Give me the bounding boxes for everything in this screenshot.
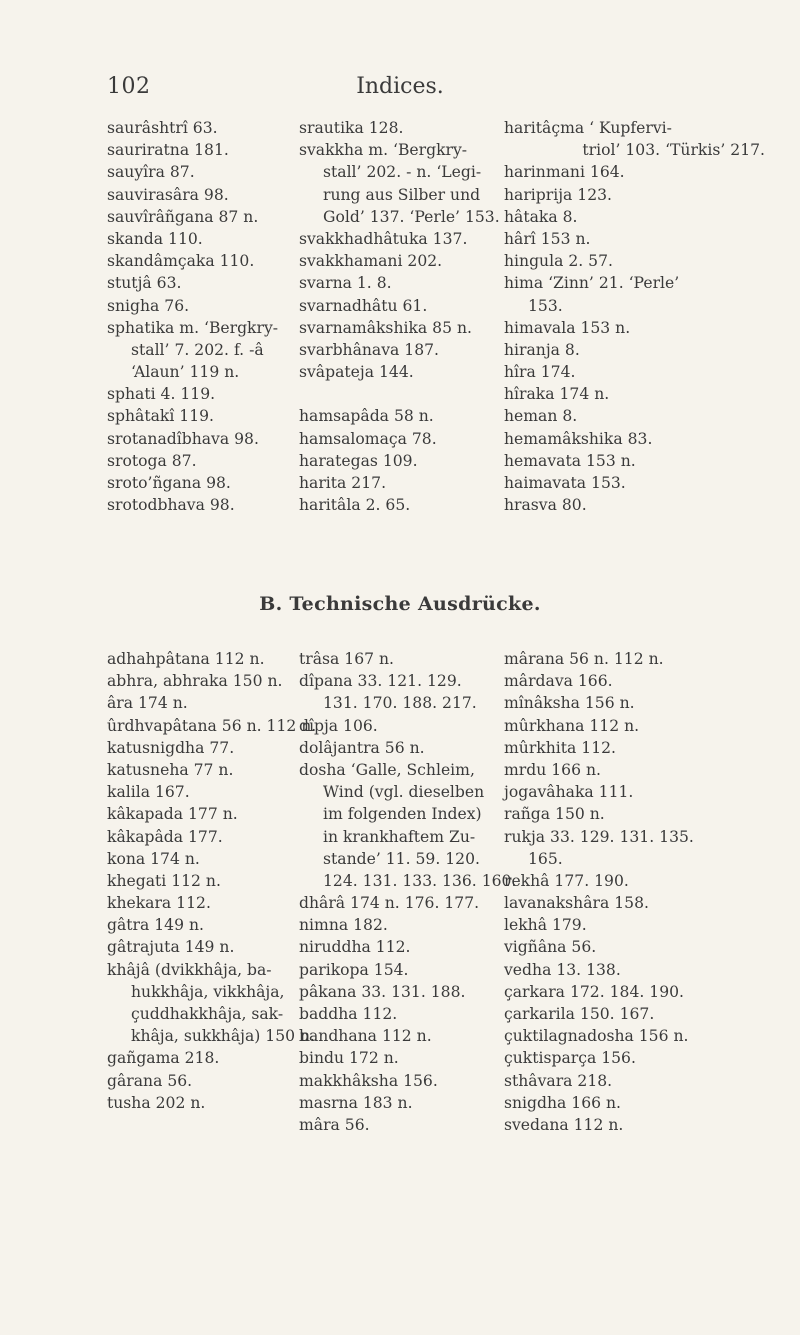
index-entry: vigñâna 56. bbox=[504, 938, 597, 957]
index-entry: hrasva 80. bbox=[504, 496, 587, 515]
index-entry: Gold’ 137. ‘Perle’ 153. bbox=[323, 207, 500, 226]
index-entry bbox=[299, 383, 504, 405]
index-entry: hârî 153 n. bbox=[504, 229, 591, 248]
index-entry: sauvirasâra 98. bbox=[107, 185, 229, 204]
index-entry: sauriratna 181. bbox=[107, 141, 229, 160]
index-entry: mâra 56. bbox=[299, 1115, 370, 1134]
index-entry: hima ‘Zinn’ 21. ‘Perle’ bbox=[504, 274, 680, 293]
index-entry: srotodbhava 98. bbox=[107, 496, 235, 515]
index-entry: hukkhâja, vikkhâja, bbox=[131, 982, 285, 1001]
index-entry: 165. bbox=[528, 849, 563, 868]
index-entry: mînâksha 156 n. bbox=[504, 694, 635, 713]
index-entry: sauvîrâñgana 87 n. bbox=[107, 207, 259, 226]
index-entry: mârana 56 n. 112 n. bbox=[504, 650, 664, 668]
index-entry: skanda 110. bbox=[107, 229, 203, 248]
section-title: B. Technische Ausdrücke. bbox=[259, 593, 541, 615]
index-entry: vedha 13. 138. bbox=[504, 960, 621, 979]
index-entry: çuktisparça 156. bbox=[504, 1049, 636, 1068]
index-entry: svâpateja 144. bbox=[299, 363, 414, 382]
index-entry: saurâshtrî 63. bbox=[107, 119, 218, 137]
index-entry: srotanadîbhava 98. bbox=[107, 429, 259, 448]
index-entry: 124. 131. 133. 136. 160. bbox=[323, 871, 517, 890]
index-column-3 bbox=[504, 648, 767, 1136]
index-section-b bbox=[107, 648, 767, 1136]
index-entry: katusnigdha 77. bbox=[107, 738, 235, 757]
index-entry: hâtaka 8. bbox=[504, 207, 578, 226]
index-entry: khâja, sukkhâja) 150 n. bbox=[131, 1027, 316, 1046]
index-column-2 bbox=[299, 648, 517, 1136]
index-entry: harinmani 164. bbox=[504, 163, 625, 182]
index-entry: jogavâhaka 111. bbox=[504, 783, 634, 802]
index-entry: svarna 1. 8. bbox=[299, 274, 392, 293]
index-entry: sphati 4. 119. bbox=[107, 385, 216, 404]
index-entry: gâtrajuta 149 n. bbox=[107, 938, 235, 957]
index-entry: stall’ 202. - n. ‘Legi- bbox=[323, 163, 482, 182]
index-entry: baddha 112. bbox=[299, 1005, 398, 1023]
index-entry: bindu 172 n. bbox=[299, 1049, 399, 1068]
index-entry: pâkana 33. 131. 188. bbox=[299, 982, 466, 1001]
index-entry: masrna 183 n. bbox=[299, 1093, 413, 1112]
index-entry: mûrkhana 112 n. bbox=[504, 716, 640, 735]
index-entry: harita 217. bbox=[299, 474, 387, 492]
index-entry: stall’ 7. 202. f. -â bbox=[131, 340, 264, 359]
index-entry: khekara 112. bbox=[107, 894, 211, 913]
index-entry: himavala 153 n. bbox=[504, 318, 631, 337]
index-entry: 131. 170. 188. 217. bbox=[323, 694, 477, 713]
index-entry: svedana 112 n. bbox=[504, 1115, 624, 1134]
index-entry: hamsalomaça 78. bbox=[299, 429, 437, 448]
index-entry: çarkara 172. 184. 190. bbox=[504, 982, 685, 1001]
index-entry: 153. bbox=[528, 296, 563, 315]
index-entry: kâkapada 177 n. bbox=[107, 805, 238, 824]
index-entry: heman 8. bbox=[504, 407, 578, 426]
index-entry: in krankhaftem Zu- bbox=[323, 827, 476, 846]
index-entry: im folgenden Index) bbox=[323, 805, 482, 824]
index-entry: hiranja 8. bbox=[504, 340, 580, 359]
page-header bbox=[0, 74, 800, 104]
index-entry: mârdava 166. bbox=[504, 672, 613, 691]
index-entry: niruddha 112. bbox=[299, 938, 411, 957]
index-column-2 bbox=[299, 117, 504, 516]
index-entry: hariprija 123. bbox=[504, 185, 613, 204]
index-entry: çuddhakkhâja, sak- bbox=[131, 1005, 284, 1023]
index-entry: kalila 167. bbox=[107, 783, 190, 802]
index-entry: stande’ 11. 59. 120. bbox=[323, 849, 480, 868]
index-entry: rekhâ 177. 190. bbox=[504, 871, 629, 890]
index-entry: hemamâkshika 83. bbox=[504, 429, 653, 448]
index-entry: tusha 202 n. bbox=[107, 1093, 206, 1112]
index-entry: çarkarila 150. 167. bbox=[504, 1005, 655, 1023]
index-entry: rung aus Silber und bbox=[323, 185, 481, 204]
index-entry: hemavata 153 n. bbox=[504, 451, 636, 470]
index-entry: dhârâ 174 n. 176. 177. bbox=[299, 894, 480, 913]
index-entry: sroto’ñgana 98. bbox=[107, 474, 231, 492]
index-entry: mûrkhita 112. bbox=[504, 738, 617, 757]
index-entry: svakkha m. ‘Bergkry- bbox=[299, 141, 468, 160]
index-entry: dosha ‘Galle, Schleim, bbox=[299, 760, 475, 779]
index-entry: kâkapâda 177. bbox=[107, 827, 223, 846]
index-entry: bandhana 112 n. bbox=[299, 1027, 432, 1046]
index-entry: gârana 56. bbox=[107, 1071, 193, 1090]
index-entry: dîpana 33. 121. 129. bbox=[299, 672, 462, 691]
index-entry: lekhâ 179. bbox=[504, 916, 587, 935]
index-entry: kona 174 n. bbox=[107, 849, 200, 868]
index-entry: adhahpâtana 112 n. bbox=[107, 650, 265, 668]
index-entry: hamsapâda 58 n. bbox=[299, 407, 434, 426]
index-entry: trâsa 167 n. bbox=[299, 650, 394, 668]
index-entry: svakkhamani 202. bbox=[299, 252, 443, 271]
index-section-a bbox=[107, 117, 767, 516]
index-entry: svarnadhâtu 61. bbox=[299, 296, 428, 315]
index-entry: katusneha 77 n. bbox=[107, 760, 234, 779]
index-column-1 bbox=[107, 648, 317, 1136]
index-entry: svarbhânava 187. bbox=[299, 340, 440, 359]
index-entry: srautika 128. bbox=[299, 119, 404, 137]
index-entry: harategas 109. bbox=[299, 451, 418, 470]
index-entry: gâtra 149 n. bbox=[107, 916, 204, 935]
running-title: Indices. bbox=[356, 74, 444, 99]
index-entry: nimna 182. bbox=[299, 916, 388, 935]
index-entry: khegati 112 n. bbox=[107, 871, 221, 890]
index-entry: svarnamâkshika 85 n. bbox=[299, 318, 472, 337]
index-entry: hîra 174. bbox=[504, 363, 576, 382]
index-entry: haritâçma ‘ Kupfervi- bbox=[504, 119, 672, 137]
index-entry: snigdha 166 n. bbox=[504, 1093, 622, 1112]
index-entry: gañgama 218. bbox=[107, 1049, 220, 1068]
index-entry: khâjâ (dvikkhâja, ba- bbox=[107, 960, 272, 979]
index-entry: sauyîra 87. bbox=[107, 163, 195, 182]
index-entry: svakkhadhâtuka 137. bbox=[299, 229, 468, 248]
index-entry: mrdu 166 n. bbox=[504, 760, 601, 779]
index-entry: skandâmçaka 110. bbox=[107, 252, 255, 271]
index-entry: âra 174 n. bbox=[107, 694, 188, 713]
index-entry: triol’ 103. ‘Türkis’ 217. bbox=[582, 141, 765, 160]
index-column-3 bbox=[504, 117, 767, 516]
index-column-1 bbox=[107, 117, 299, 516]
index-entry: haimavata 153. bbox=[504, 474, 626, 492]
index-entry: sphâtakî 119. bbox=[107, 407, 215, 426]
page-number: 102 bbox=[107, 74, 151, 99]
index-entry: lavanakshâra 158. bbox=[504, 894, 649, 913]
index-entry: dîpja 106. bbox=[299, 716, 378, 735]
index-entry: Wind (vgl. dieselben bbox=[323, 783, 485, 802]
index-entry: ûrdhvapâtana 56 n. 112 n. bbox=[107, 716, 317, 735]
index-entry: makkhâksha 156. bbox=[299, 1071, 438, 1090]
index-entry: sphatika m. ‘Bergkry- bbox=[107, 318, 279, 337]
index-entry: srotoga 87. bbox=[107, 451, 197, 470]
index-entry: rañga 150 n. bbox=[504, 805, 605, 824]
index-entry: çuktilagnadosha 156 n. bbox=[504, 1027, 689, 1046]
index-entry: abhra, abhraka 150 n. bbox=[107, 672, 283, 691]
index-entry: parikopa 154. bbox=[299, 960, 409, 979]
index-entry: ‘Alaun’ 119 n. bbox=[131, 363, 240, 382]
index-entry: hîraka 174 n. bbox=[504, 385, 610, 404]
index-entry: stutjâ 63. bbox=[107, 274, 182, 293]
index-entry: rukja 33. 129. 131. 135. bbox=[504, 827, 694, 846]
index-entry: dolâjantra 56 n. bbox=[299, 738, 425, 757]
index-entry: haritâla 2. 65. bbox=[299, 496, 411, 515]
index-entry: sthâvara 218. bbox=[504, 1071, 613, 1090]
index-entry: hingula 2. 57. bbox=[504, 252, 613, 271]
index-entry: snigha 76. bbox=[107, 296, 190, 315]
